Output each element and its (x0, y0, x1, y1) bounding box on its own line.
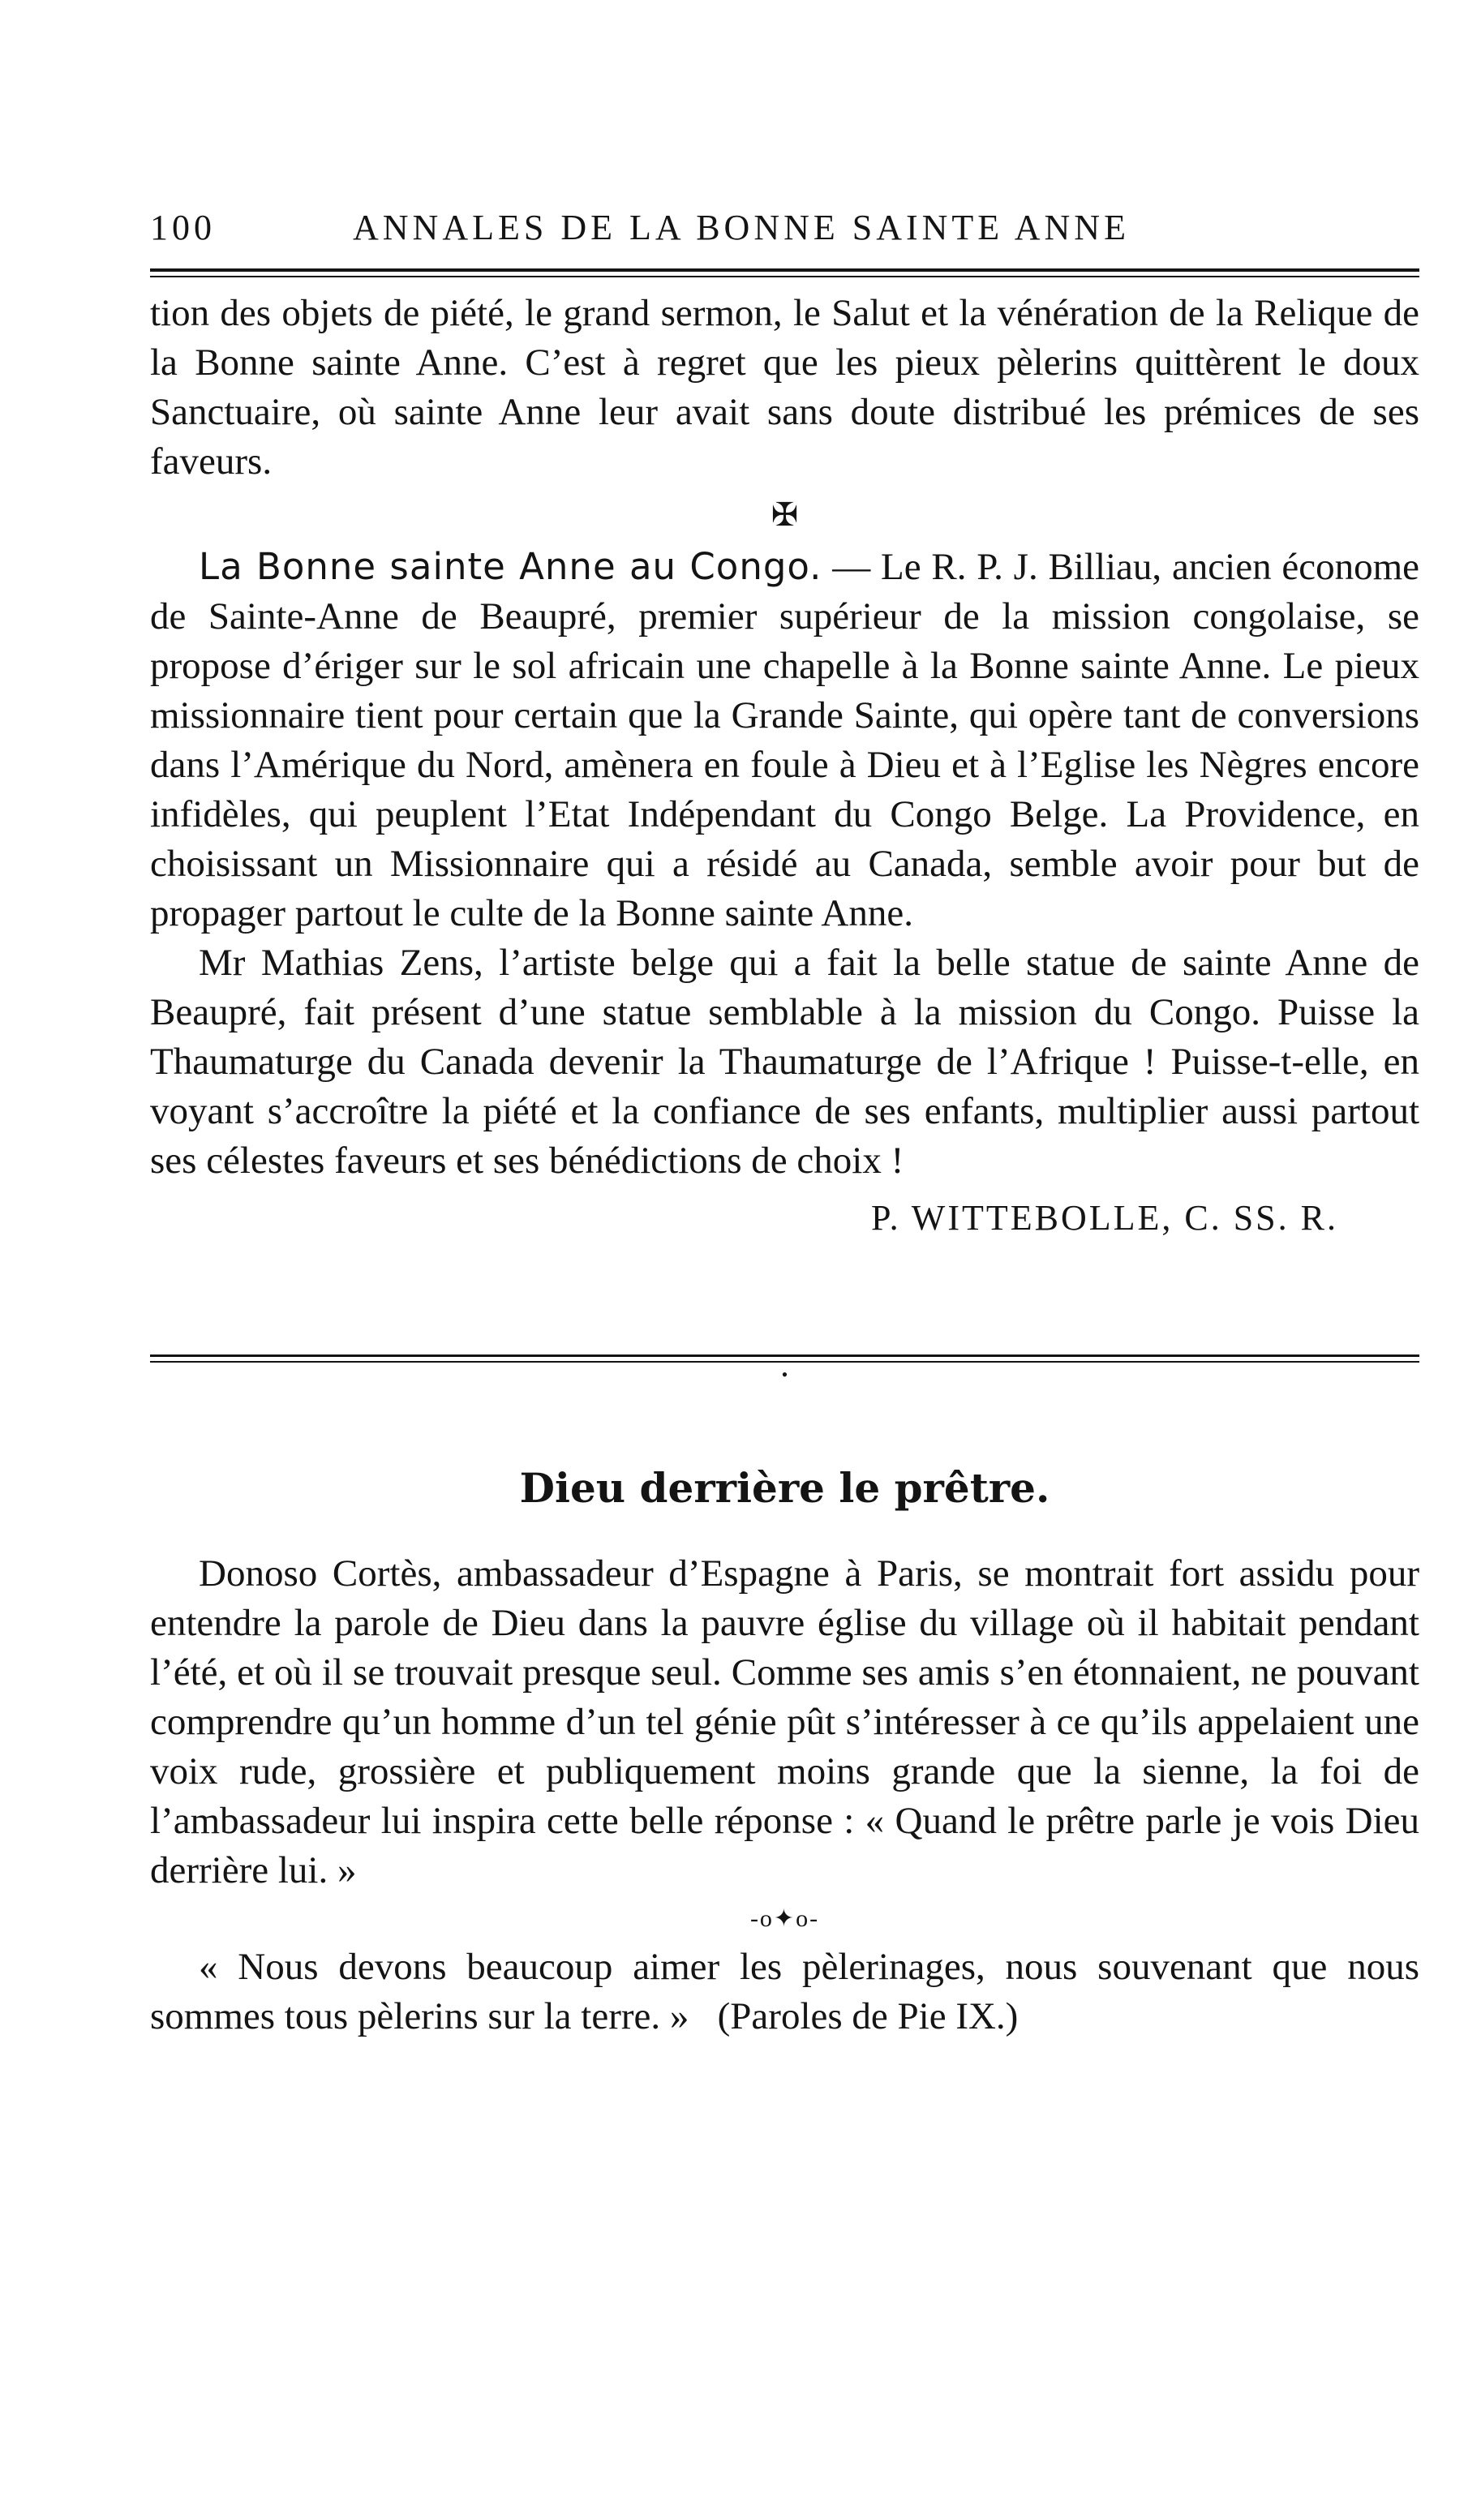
running-header (150, 207, 1419, 264)
section-title: Dieu derrière le prêtre. (519, 1464, 1050, 1512)
congo-paragraph-2: Mr Mathias Zens, l’artiste belge qui a fait la belle statue de sainte Anne de Beaupré, fait présent d’une statue semblable à la mission du Congo. Puisse la Thaumaturge du Canada devenir la Thaumaturge de l’Afrique ! Puisse-t-elle, en voyant s’accroître la piété et la confiance de ses enfants, multiplier aussi partout ses célestes faveurs et ses bénédictions de choix ! (150, 942, 1419, 1182)
congo-paragraph-1 (150, 542, 1419, 938)
quote-attribution: (Paroles de Pie IX.) (717, 1995, 1019, 2037)
section-divider-rule (150, 1354, 1419, 1363)
small-ornament-icon: -o✦o- (749, 1905, 820, 1932)
author-signature: P. WITTEBOLLE, C. SS. R. (870, 1198, 1338, 1238)
divider-dot-icon: • (781, 1364, 788, 1384)
closing-quote (150, 1943, 1419, 2041)
article-continuation: tion des objets de piété, le grand sermon, le Salut et la vénération de la Relique de la Bonne sainte Anne. C’est à regret que les pieux pèlerins quittèrent le doux Sanctuaire, où sainte Anne leur avait sans doute distribué les prémices de ses faveurs. (150, 292, 1419, 483)
page (150, 207, 1419, 2041)
congo-article-title: La Bonne sainte Anne au Congo. (199, 545, 822, 588)
quote-text: « Nous devons beaucoup aimer les pèlerinages, nous souvenant que nous sommes tous pèlerins sur la terre. » (150, 1946, 1419, 2037)
congo-paragraph-1-text: — Le R. P. J. Billiau, ancien économe de Sainte-Anne de Beaupré, premier supérieur de la mission congolaise, se propose d’ériger sur le sol africain une chapelle à la Bonne sainte Anne. Le pieux missionnaire tient pour certain que la Grande Sainte, qui opère tant de conversions dans l’Amérique du Nord, amènera en foule à Dieu et à l’Eglise les Nègres encore infidèles, qui peuplent l’Etat Indépendant du Congo Belge. La Providence, en choisissant un Missionnaire qui a résidé au Canada, semble avoir pour but de propager partout le culte de la Bonne sainte Anne. (150, 546, 1419, 934)
running-title: ANNALES DE LA BONNE SAINTE ANNE (353, 208, 1130, 247)
page-number: 100 (150, 208, 216, 247)
cross-ornament-icon: ✠ (771, 496, 799, 533)
donoso-paragraph: Donoso Cortès, ambassadeur d’Espagne à Paris, se montrait fort assidu pour entendre la parole de Dieu dans la pauvre église du village où il habitait pendant l’été, et où il se trouvait presque seul. Comme ses amis s’en étonnaient, ne pouvant comprendre qu’un homme d’un tel génie pût s’intéresser à ce qu’ils appelaient une voix rude, grossière et publiquement moins grande que la sienne, la foi de l’ambassadeur lui inspira cette belle réponse : « Quand le prêtre parle je vois Dieu derrière lui. » (150, 1552, 1419, 1891)
header-rule (150, 268, 1419, 277)
